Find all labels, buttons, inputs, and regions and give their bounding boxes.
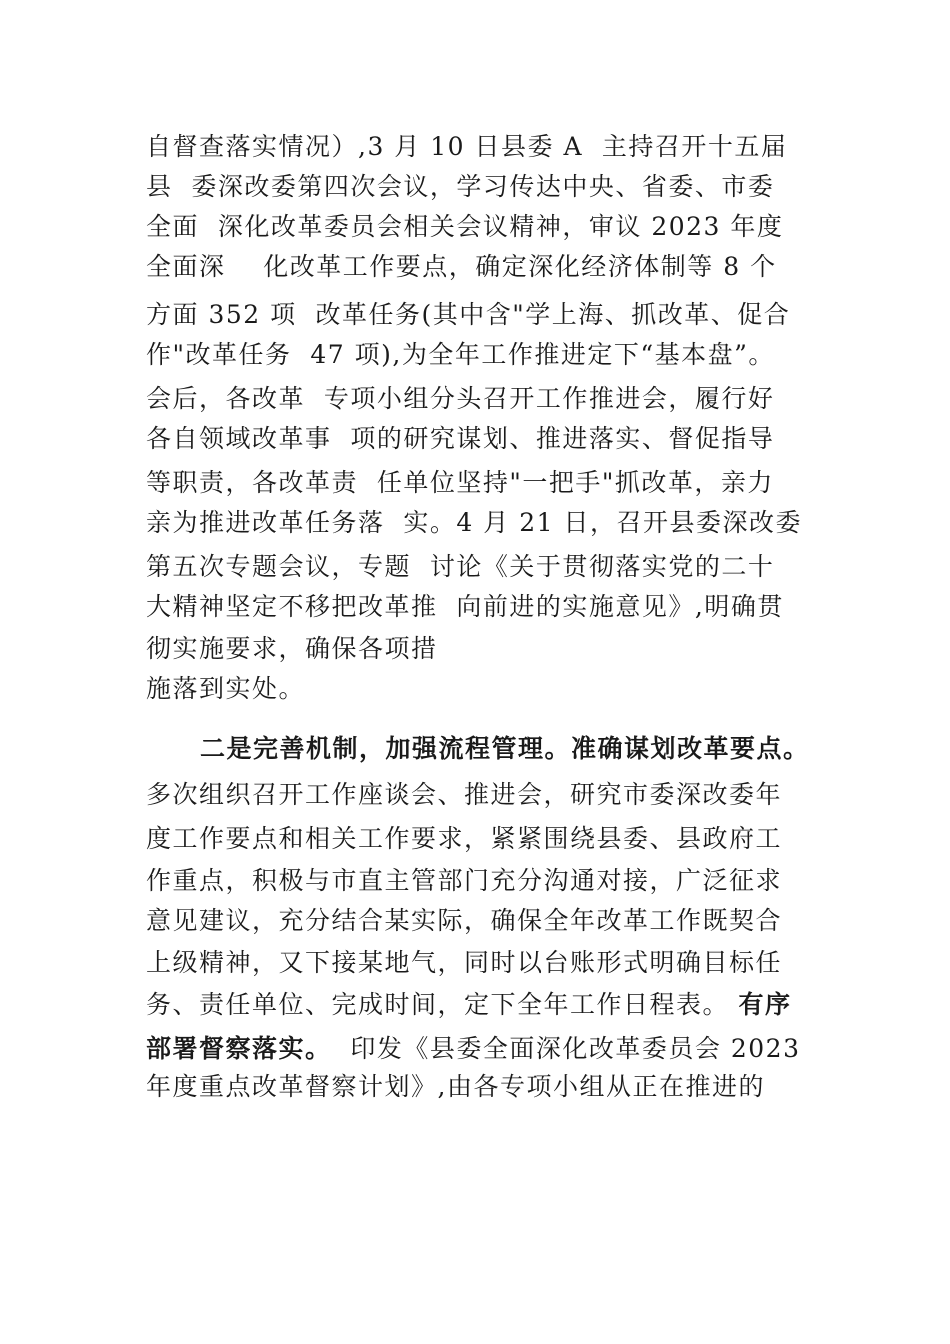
paragraph-line xyxy=(146,1034,800,1064)
paragraph-line: 全面 深化改革委员会相关会议精神，审议 2023 年度 xyxy=(146,212,784,241)
paragraph-line: 彻实施要求，确保各项措 xyxy=(146,634,438,663)
paragraph-line: 县 委深改委第四次会议，学习传达中央、省委、市委 xyxy=(146,172,775,201)
paragraph-line: 全面深 化改革工作要点，确定深化经济体制等 8 个 xyxy=(146,252,777,281)
inline-bold-phrase: 部署督察落实。 xyxy=(146,1034,332,1063)
paragraph-line: 等职责，各改革责 任单位坚持"一把手"抓改革，亲力 xyxy=(146,468,774,497)
section-heading: 二是完善机制，加强流程管理。准确谋划改革要点。 xyxy=(200,734,810,763)
paragraph-line: 年度重点改革督察计划》,由各专项小组从正在推进的 xyxy=(146,1072,765,1101)
paragraph-line: 作重点，积极与市直主管部门充分沟通对接，广泛征求 xyxy=(146,866,783,895)
paragraph-line: 施落到实处。 xyxy=(146,674,306,703)
paragraph-line: 大精神坚定不移把改革推 向前进的实施意见》,明确贯 xyxy=(146,592,784,621)
paragraph-line: 会后，各改革 专项小组分头召开工作推进会，履行好 xyxy=(146,384,775,413)
line-text: 印发《县委全面深化改革委员会 2023 xyxy=(331,1034,801,1063)
paragraph-line: 第五次专题会议，专题 讨论《关于贯彻落实党的二十 xyxy=(146,552,775,581)
paragraph-line: 各自领域改革事 项的研究谋划、推进落实、督促指导 xyxy=(146,424,775,453)
paragraph-line: 意见建议，充分结合某实际，确保全年改革工作既契合 xyxy=(146,906,783,935)
paragraph-line: 多次组织召开工作座谈会、推进会，研究市委深改委年 xyxy=(146,780,783,809)
paragraph-line: 作"改革任务 47 项),为全年工作推进定下“基本盘”。 xyxy=(146,340,775,369)
inline-bold-phrase: 有序 xyxy=(738,990,792,1019)
paragraph-line: 自督查落实情况）,3 月 10 日县委 A 主持召开十五届 xyxy=(146,132,788,161)
paragraph-line: 亲为推进改革任务落 实。4 月 21 日，召开县委深改委 xyxy=(146,508,802,537)
paragraph-line: 度工作要点和相关工作要求，紧紧围绕县委、县政府工 xyxy=(146,824,783,853)
paragraph-line: 方面 352 项 改革任务(其中含"学上海、抓改革、促合 xyxy=(146,300,791,329)
paragraph-line: 上级精神，又下接某地气，同时以台账形式明确目标任 xyxy=(146,948,783,977)
line-text: 务、责任单位、完成时间，定下全年工作日程表。 xyxy=(146,990,739,1019)
paragraph-line xyxy=(146,990,791,1020)
